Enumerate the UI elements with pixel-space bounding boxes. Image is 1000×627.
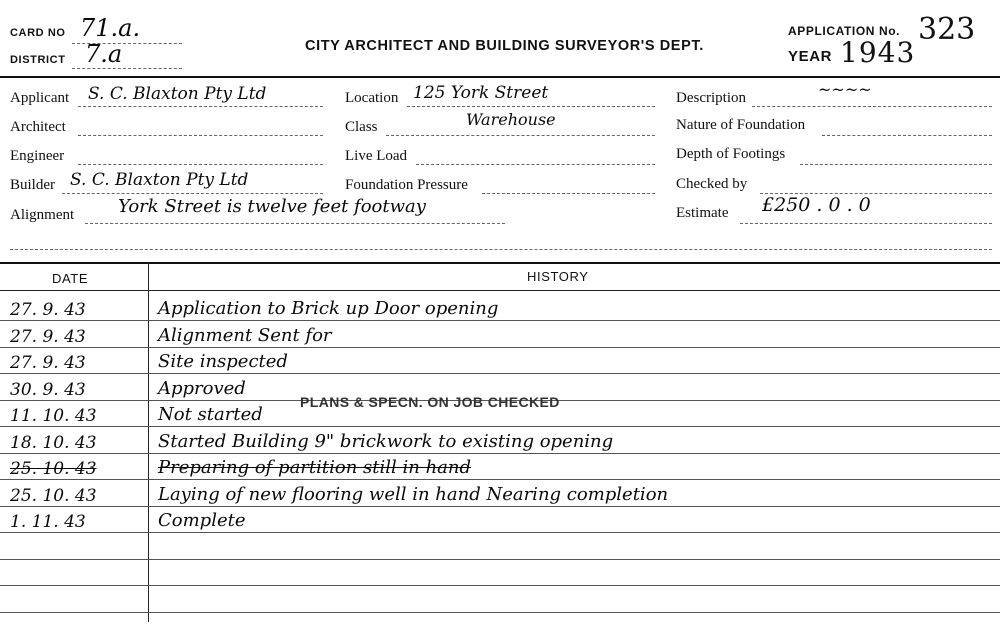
row-history-entry: Not started	[158, 404, 263, 425]
location-value: 125 York Street	[413, 83, 549, 103]
table-rule	[0, 479, 1000, 480]
row-date: 1. 11. 43	[10, 512, 86, 532]
nature-of-foundation-label: Nature of Foundation	[676, 117, 806, 133]
district-rule	[72, 68, 182, 69]
application-no-label: APPLICATION No.	[788, 24, 901, 38]
table-rule	[0, 426, 1000, 427]
checked-by-label: Checked by	[676, 176, 748, 192]
row-date: 27. 9. 43	[10, 327, 86, 347]
description-value: ~~~~	[818, 80, 872, 99]
location-rule	[407, 106, 655, 107]
date-column-header: DATE	[52, 271, 89, 286]
table-rule	[0, 373, 1000, 374]
row-date: 27. 9. 43	[10, 353, 86, 373]
row-date: 25. 10. 43	[10, 486, 97, 506]
nature-of-foundation-rule	[822, 135, 992, 136]
row-date: 25. 10. 43	[10, 459, 97, 479]
description-label: Description	[676, 90, 746, 106]
application-no-value: 323	[918, 12, 976, 47]
row-history-entry: Preparing of partition still in hand	[158, 457, 472, 478]
district-label: DISTRICT	[10, 54, 66, 66]
architect-rule	[78, 135, 323, 136]
class-rule	[386, 135, 655, 136]
depth-of-footings-rule	[800, 164, 992, 165]
alignment-label: Alignment	[10, 207, 75, 223]
estimate-label: Estimate	[676, 205, 729, 221]
row-history-entry: Approved	[158, 378, 246, 399]
table-top-rule	[0, 262, 1000, 264]
row-history-entry: Started Building 9" brickwork to existing opening	[158, 431, 614, 452]
builder-label: Builder	[10, 177, 55, 193]
row-date: 11. 10. 43	[10, 406, 97, 426]
applicant-rule	[78, 106, 323, 107]
engineer-label: Engineer	[10, 148, 65, 164]
row-history-entry: Site inspected	[158, 351, 288, 372]
live-load-label: Live Load	[345, 148, 408, 164]
depth-of-footings-label: Depth of Footings	[676, 146, 786, 162]
table-rule	[0, 320, 1000, 321]
alignment-value: York Street is twelve feet footway	[118, 196, 426, 217]
year-label: YEAR	[788, 48, 833, 65]
history-column-header: HISTORY	[527, 269, 589, 284]
foundation-pressure-rule	[482, 193, 655, 194]
row-history-entry: Complete	[158, 510, 246, 531]
engineer-rule	[78, 164, 323, 165]
table-rule	[0, 347, 1000, 348]
live-load-rule	[416, 164, 655, 165]
department-title: CITY ARCHITECT AND BUILDING SURVEYOR'S DEPT.	[305, 38, 704, 54]
fields-bottom-rule	[10, 249, 992, 250]
table-header-rule	[0, 290, 1000, 291]
card-no-label: CARD NO	[10, 27, 66, 39]
table-rule	[0, 453, 1000, 454]
alignment-rule	[85, 223, 505, 224]
table-rule	[0, 612, 1000, 613]
applicant-value: S. C. Blaxton Pty Ltd	[88, 84, 267, 104]
card-no-value: 71.a.	[80, 14, 141, 42]
date-column-divider	[148, 262, 149, 622]
row-date: 27. 9. 43	[10, 300, 86, 320]
table-rule	[0, 532, 1000, 533]
location-label: Location	[345, 90, 399, 106]
table-rule	[0, 585, 1000, 586]
year-value: 1943	[840, 36, 916, 69]
foundation-pressure-label: Foundation Pressure	[345, 177, 468, 193]
description-rule	[752, 106, 992, 107]
row-history-entry: Laying of new flooring well in hand Nearing completion	[158, 484, 669, 505]
class-label: Class	[345, 119, 378, 135]
district-value: 7.a	[85, 40, 123, 68]
builder-rule	[62, 193, 323, 194]
row-date: 30. 9. 43	[10, 380, 86, 400]
header-divider	[0, 76, 1000, 78]
class-value: Warehouse	[466, 110, 556, 129]
estimate-rule	[740, 223, 992, 224]
estimate-value: £250 . 0 . 0	[762, 194, 871, 216]
row-history-entry: Application to Brick up Door opening	[158, 298, 499, 319]
row-date: 18. 10. 43	[10, 433, 97, 453]
applicant-label: Applicant	[10, 90, 70, 106]
builder-value: S. C. Blaxton Pty Ltd	[70, 170, 249, 190]
table-rule	[0, 559, 1000, 560]
row-history-entry: Alignment Sent for	[158, 325, 332, 346]
architect-label: Architect	[10, 119, 66, 135]
plans-checked-stamp: PLANS & SPECN. ON JOB CHECKED	[300, 394, 560, 410]
table-rule	[0, 506, 1000, 507]
